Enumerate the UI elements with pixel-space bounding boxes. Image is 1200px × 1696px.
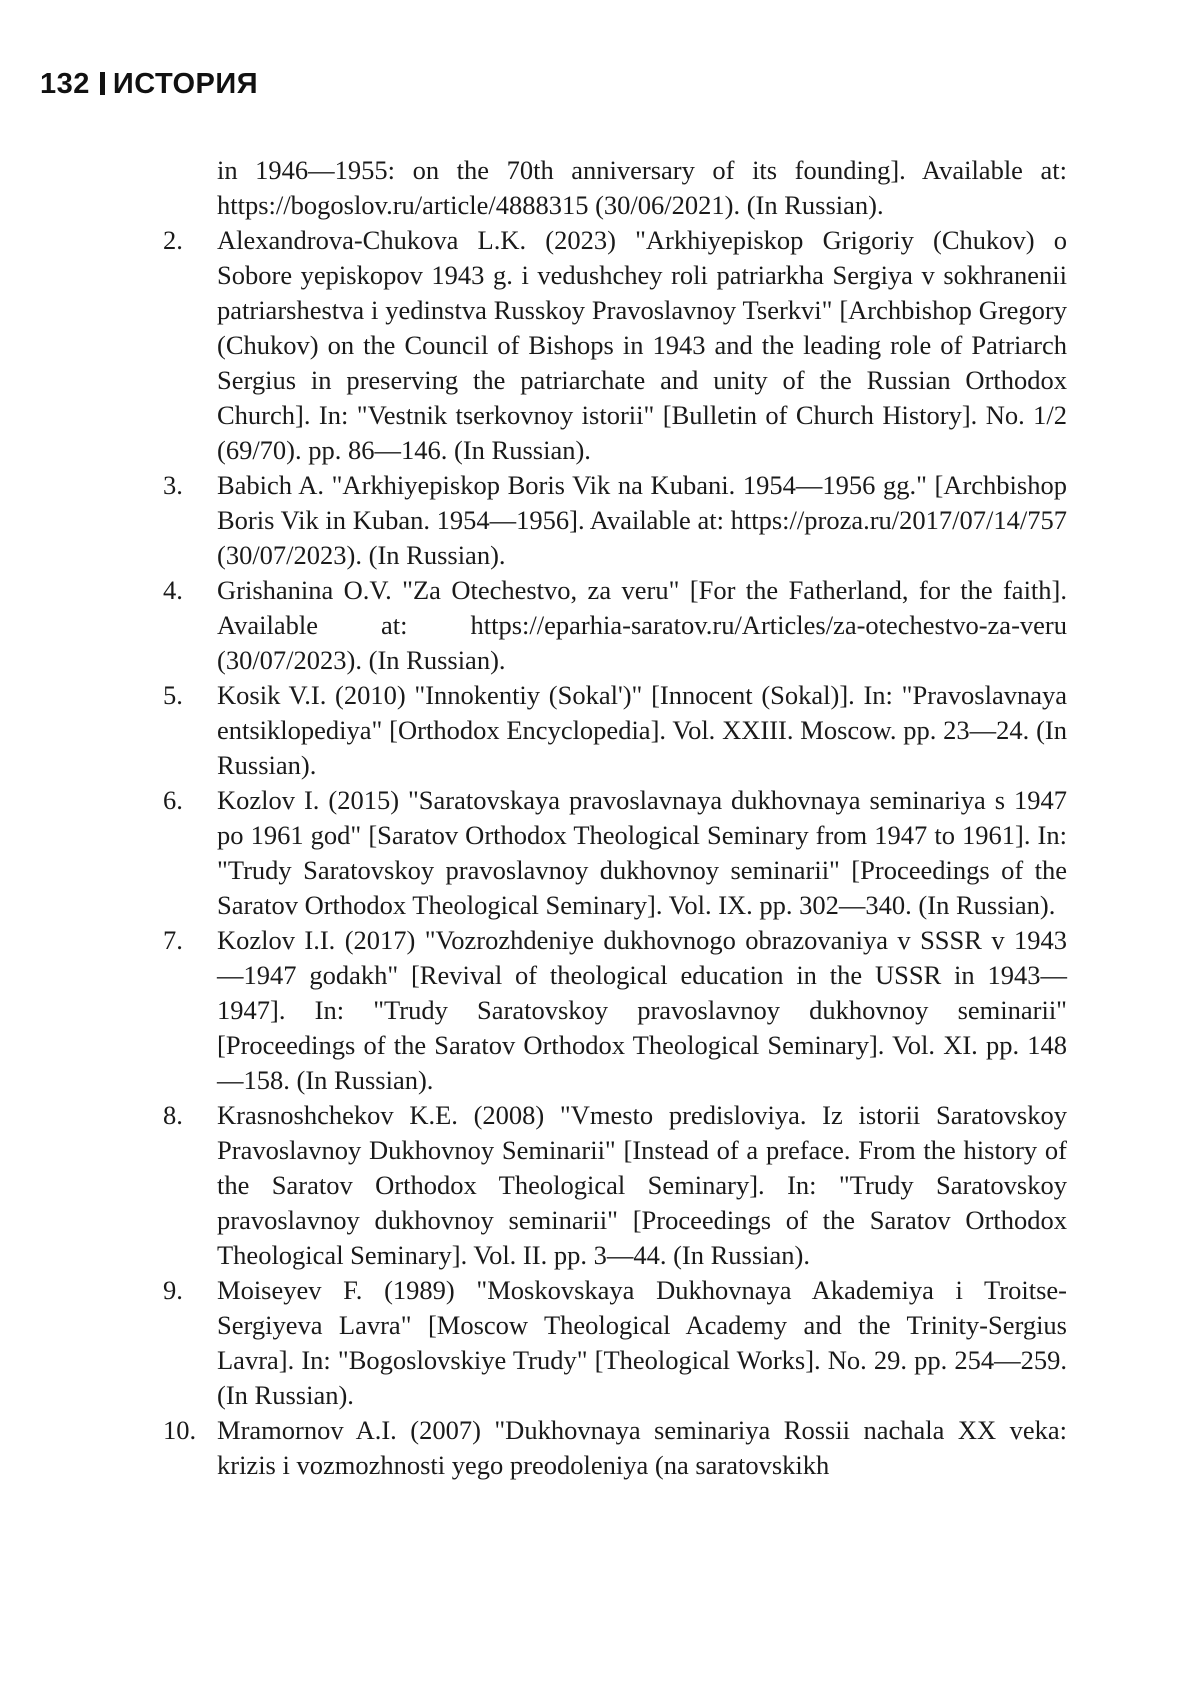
reference-item [0,923,1200,1098]
reference-number: 5. [163,680,183,710]
reference-item [0,678,1200,783]
reference-number: 9. [163,1275,183,1305]
reference-item [0,1098,1200,1273]
reference-number: 10. [163,1415,197,1445]
reference-text: Moiseyev F. (1989) "Moskovskaya Dukhovnaya Akademiya i Troitse-Sergiyeva Lavra" [Moscow Theological Academy and the Trinity-Sergius Lavra]. In: "Bogoslovskiye Trudy" [Theological Works]. No. 29. pp. 254—259. (In Russian). [217,1275,1067,1410]
page-number: 132 [40,68,90,100]
reference-text: Kozlov I. (2015) "Saratovskaya pravoslavnaya dukhovnaya seminariya s 1947 po 1961 god" [Saratov Orthodox Theological Seminary from 1947 to 1961]. In: "Trudy Saratovskoy pravoslavnoy dukhovnoy seminarii" [Proceedings of the Saratov Orthodox Theological Seminary]. Vol. IX. pp. 302—340. (In Russian). [217,785,1067,920]
reference-item [0,468,1200,573]
reference-number: 7. [163,925,183,955]
reference-number: 3. [163,470,183,500]
reference-text: Babich A. "Arkhiyepiskop Boris Vik na Kubani. 1954—1956 gg." [Archbishop Boris Vik in Kuban. 1954—1956]. Available at: https://proza.ru/2017/07/14/757 (30/07/2023). (In Russian). [217,470,1067,570]
reference-item [0,1273,1200,1413]
reference-number: 6. [163,785,183,815]
reference-text: Kosik V.I. (2010) "Innokentiy (Sokal')" [Innocent (Sokal)]. In: "Pravoslavnaya entsiklopediya" [Orthodox Encyclopedia]. Vol. XXIII. Moscow. pp. 23—24. (In Russian). [217,680,1067,780]
reference-number: 8. [163,1100,183,1130]
section-title: ИСТОРИЯ [112,68,259,100]
reference-text: Grishanina O.V. "Za Otechestvo, za veru" [For the Fatherland, for the faith]. Available at: https://eparhia-saratov.ru/Articles/za-otechestvo-za-veru (30/07/2023). (In Russian). [217,575,1067,675]
reference-text: Mramornov A.I. (2007) "Dukhovnaya seminariya Rossii nachala XX veka: krizis i vozmozhnosti yego preodoleniya (na saratovskikh [217,1415,1067,1480]
reference-number: 4. [163,575,183,605]
reference-item [0,153,1200,223]
reference-item [0,573,1200,678]
reference-text: Krasnoshchekov K.E. (2008) "Vmesto predisloviya. Iz istorii Saratovskoy Pravoslavnoy Dukhovnoy Seminarii" [Instead of a preface. From the history of the Saratov Orthodox Theological Seminary]. In: "Trudy Saratovskoy pravoslavnoy dukhovnoy seminarii" [Proceedings of the Saratov Orthodox Theological Seminary]. Vol. II. pp. 3—44. (In Russian). [217,1100,1067,1270]
reference-item [0,1413,1200,1483]
reference-item [0,223,1200,468]
reference-list [0,153,1200,1483]
header-separator-bar [100,72,105,95]
reference-number: 2. [163,225,183,255]
reference-text: Alexandrova-Chukova L.K. (2023) "Arkhiyepiskop Grigoriy (Chukov) o Sobore yepiskopov 1943 g. i vedushchey roli patriarkha Sergiya v sokhranenii patriarshestva i yedinstva Russkoy Pravoslavnoy Tserkvi" [Archbishop Gregory (Chukov) on the Council of Bishops in 1943 and the leading role of Patriarch Sergius in preserving the patriarchate and unity of the Russian Orthodox Church]. In: "Vestnik tserkovnoy istorii" [Bulletin of Church History]. No. 1/2 (69/70). pp. 86—146. (In Russian). [217,225,1067,465]
reference-text: in 1946—1955: on the 70th anniversary of its founding]. Available at: https://bogoslov.ru/article/4888315 (30/06/2021). (In Russian). [217,155,1067,220]
running-head [40,66,258,102]
reference-item [0,783,1200,923]
reference-text: Kozlov I.I. (2017) "Vozrozhdeniye dukhovnogo obrazovaniya v SSSR v 1943—1947 godakh" [Revival of theological education in the USSR in 1943—1947]. In: "Trudy Saratovskoy pravoslavnoy dukhovnoy seminarii" [Proceedings of the Saratov Orthodox Theological Seminary]. Vol. XI. pp. 148—158. (In Russian). [217,925,1067,1095]
